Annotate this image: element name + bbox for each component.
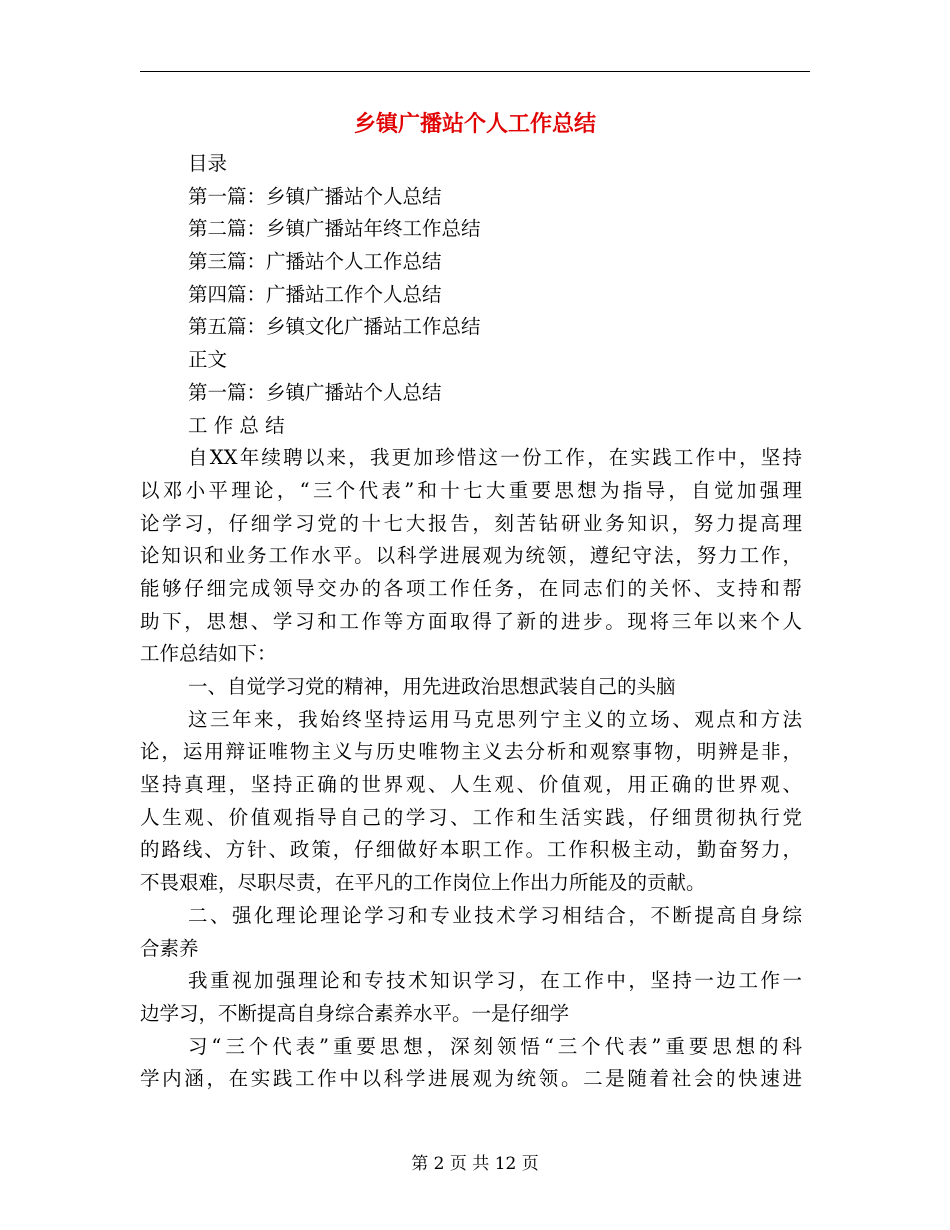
body-text-line: 第五篇：乡镇文化广播站工作总结 [188, 315, 481, 339]
body-text-line: 第二篇：乡镇广播站年终工作总结 [188, 217, 481, 241]
body-text-line: 正文 [188, 348, 228, 372]
body-text-line: 第三篇：广播站个人工作总结 [188, 250, 442, 274]
body-text-line: 第一篇：乡镇广播站个人总结 [188, 184, 442, 208]
body-text-line: 工作总结如下： [140, 642, 277, 666]
body-text-line: 论知识和业务工作水平。以科学进展观为统领，遵纪守法，努力工作， [140, 544, 802, 568]
body-text-line: 习“三个代表”重要思想，深刻领悟“三个代表”重要思想的科 [188, 1034, 802, 1058]
body-text-line: 我重视加强理论和专技术知识学习，在工作中，坚持一边工作一 [188, 969, 802, 993]
document-body [140, 148, 802, 1096]
document-title: 乡镇广播站个人工作总结 [353, 111, 596, 137]
body-text-line: 一、自觉学习党的精神，用先进政治思想武装自己的头脑 [188, 675, 676, 698]
body-text-line: 二、强化理论理论学习和专业技术学习相结合，不断提高自身综 [188, 903, 802, 927]
body-text-line: 不畏艰难，尽职尽责，在平凡的工作岗位上作出力所能及的贡献。 [140, 871, 706, 895]
body-text-line: 以邓小平理论，“三个代表”和十七大重要思想为指导，自觉加强理 [140, 478, 802, 502]
body-text-line: 第四篇：广播站工作个人总结 [188, 282, 442, 306]
body-text-line: 助下，思想、学习和工作等方面取得了新的进步。现将三年以来个人 [140, 609, 802, 633]
body-text-line: 论，运用辩证唯物主义与历史唯物主义去分析和观察事物，明辨是非， [140, 740, 802, 764]
body-text-line: 人生观、价值观指导自己的学习、工作和生活实践，仔细贯彻执行党 [140, 805, 802, 829]
body-text-line: 边学习，不断提高自身综合素养水平。一是仔细学 [140, 1001, 570, 1025]
body-text-line: 工 作 总 结 [188, 413, 285, 437]
header-rule [140, 71, 810, 72]
body-text-line: 自XX年续聘以来，我更加珍惜这一份工作，在实践工作中，坚持 [188, 446, 802, 470]
body-text-line: 目录 [188, 152, 228, 175]
body-text-line: 学内涵，在实践工作中以科学进展观为统领。二是随着社会的快速进 [140, 1067, 802, 1091]
body-text-line: 合素养 [140, 936, 199, 960]
body-text-line: 论学习，仔细学习党的十七大报告，刻苦钻研业务知识，努力提高理 [140, 511, 802, 535]
page-footer: 第 2 页 共 12 页 [411, 1154, 539, 1174]
body-text-line: 坚持真理，坚持正确的世界观、人生观、价值观，用正确的世界观、 [140, 773, 802, 797]
body-text-line: 的路线、方针、政策，仔细做好本职工作。工作积极主动，勤奋努力， [140, 838, 802, 862]
body-text-line: 这三年来，我始终坚持运用马克思列宁主义的立场、观点和方法 [188, 707, 802, 731]
body-text-line: 第一篇：乡镇广播站个人总结 [188, 380, 442, 404]
body-text-line: 能够仔细完成领导交办的各项工作任务，在同志们的关怀、支持和帮 [140, 576, 802, 600]
